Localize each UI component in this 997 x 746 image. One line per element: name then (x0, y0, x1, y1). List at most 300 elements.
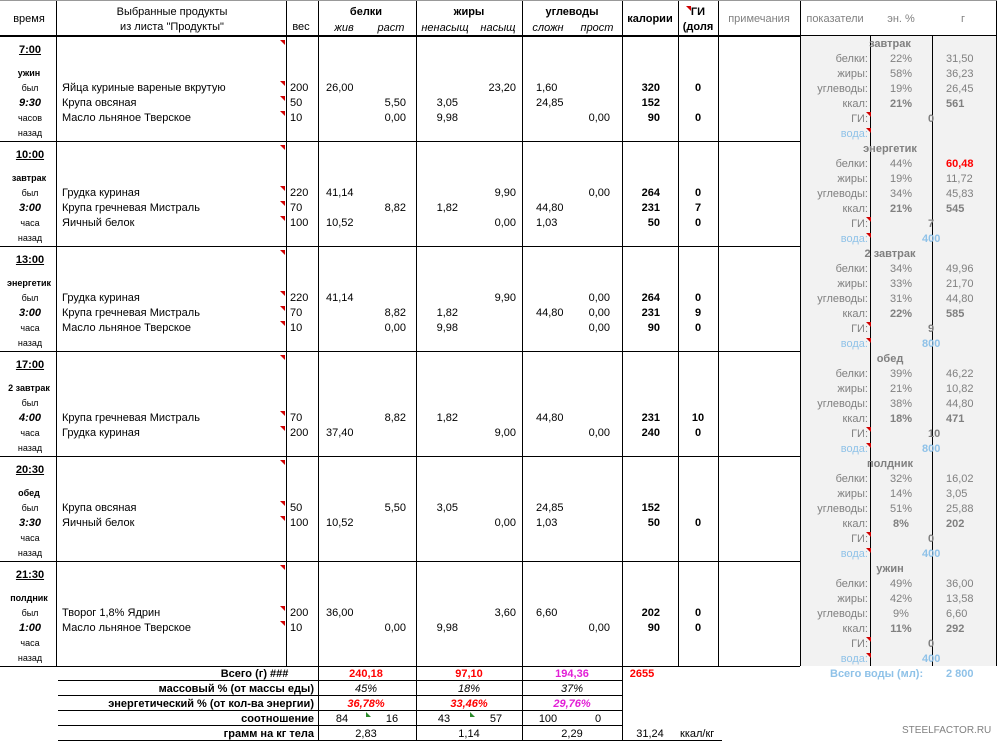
per-kg-protein: 2,83 (355, 728, 377, 740)
stat-grams: 25,88 (946, 503, 974, 515)
calories: 152 (641, 97, 660, 109)
stat-label: углеводы: (817, 503, 868, 515)
stats-title: 2 завтрак (864, 248, 916, 260)
protein-animal: 36,00 (326, 607, 354, 619)
meal-ago: назад (17, 653, 43, 663)
meal-time[interactable]: 20:30 (15, 464, 45, 476)
protein-plant: 0,00 (384, 322, 406, 334)
comment-marker (280, 411, 285, 416)
comment-marker (866, 112, 871, 117)
comment-marker (280, 96, 285, 101)
stat-pct: 42% (889, 593, 913, 605)
stat-pct: 34% (889, 263, 913, 275)
comment-marker (866, 322, 871, 327)
header-notes: примечания (728, 13, 790, 25)
meal-time[interactable]: 17:00 (15, 359, 45, 371)
carbs-complex: 44,80 (536, 202, 564, 214)
product-name[interactable]: Творог 1,8% Ядрин (62, 607, 161, 619)
calories: 231 (641, 307, 660, 319)
stat-water: 400 (922, 653, 941, 665)
gi-value: 7 (694, 202, 702, 214)
calories: 231 (641, 202, 660, 214)
stat-label: ГИ: (851, 428, 868, 440)
carbs-simple: 0,00 (588, 187, 610, 199)
stat-label: углеводы: (817, 608, 868, 620)
comment-marker (280, 291, 285, 296)
meal-ago: назад (17, 128, 43, 138)
stat-pct: 19% (889, 83, 913, 95)
stat-label: белки: (835, 368, 868, 380)
calories: 50 (647, 217, 660, 229)
meal-hours: часа (20, 638, 40, 648)
carbs-complex: 6,60 (536, 607, 558, 619)
product-name[interactable]: Масло льняное Тверское (62, 322, 192, 334)
carbs-simple: 0,00 (588, 427, 610, 439)
calories: 320 (641, 82, 660, 94)
stat-label: вода: (840, 653, 868, 665)
stat-label: ккал: (842, 413, 868, 425)
header-indicators: показатели (806, 13, 864, 25)
fat-sat: 9,00 (494, 427, 516, 439)
protein-plant: 8,82 (384, 412, 406, 424)
stat-label: белки: (835, 158, 868, 170)
stat-label: белки: (835, 578, 868, 590)
stat-label: ГИ: (851, 638, 868, 650)
carbs-complex: 1,60 (536, 82, 558, 94)
stat-label: жиры: (837, 488, 868, 500)
product-name[interactable]: Крупа овсяная (62, 97, 137, 109)
stat-label: жиры: (837, 593, 868, 605)
comment-marker (280, 606, 285, 611)
meal-hours: часов (17, 113, 43, 123)
comment-marker (280, 621, 285, 626)
stat-pct: 22% (889, 308, 913, 320)
stat-gi: 10 (928, 428, 941, 440)
per-kg-calories: 31,24 (636, 728, 664, 740)
protein-plant: 0,00 (384, 112, 406, 124)
carbs-complex: 1,03 (536, 217, 558, 229)
stat-grams: 36,23 (946, 68, 974, 80)
product-name[interactable]: Грудка куриная (62, 187, 140, 199)
fat-sat: 23,20 (488, 82, 516, 94)
calories: 90 (647, 622, 660, 634)
mass-pct-label: массовый % (от массы еды) (158, 683, 314, 695)
stat-pct: 32% (889, 473, 913, 485)
stat-gi: 0 (928, 113, 935, 125)
total-water-value: 2 800 (946, 668, 974, 680)
meal-ago: назад (17, 233, 43, 243)
meal-prev-label: ужин (17, 68, 41, 78)
comment-marker (866, 443, 871, 448)
comment-marker (280, 186, 285, 191)
watermark: STEELFACTOR.RU (902, 725, 992, 736)
gi-value: 0 (694, 517, 702, 529)
protein-plant: 8,82 (384, 202, 406, 214)
stat-grams: 60,48 (946, 158, 974, 170)
fat-sat: 0,00 (494, 517, 516, 529)
stat-label: белки: (835, 53, 868, 65)
ratio-protein-a: 84 (335, 713, 349, 725)
stat-label: вода: (840, 128, 868, 140)
column-divider (318, 0, 319, 666)
comment-marker (280, 250, 285, 255)
stat-label: вода: (840, 548, 868, 560)
total-weight: ### (270, 668, 289, 680)
meal-gap: 3:00 (18, 307, 42, 319)
comment-marker (280, 355, 285, 360)
stat-label: жиры: (837, 68, 868, 80)
calories: 90 (647, 112, 660, 124)
per-kg-carbs: 2,29 (561, 728, 583, 740)
carbs-complex: 44,80 (536, 307, 564, 319)
stat-label: ккал: (842, 98, 868, 110)
stat-pct: 8% (893, 518, 909, 530)
stat-label: белки: (835, 473, 868, 485)
header-protein-animal: жив (334, 22, 354, 34)
product-name[interactable]: Яичный белок (62, 517, 135, 529)
stat-pct: 31% (889, 293, 913, 305)
mass-pct-protein: 45% (354, 683, 378, 695)
stat-pct: 33% (889, 278, 913, 290)
meal-prev-label: 2 завтрак (8, 383, 50, 393)
fat-unsat: 1,82 (436, 307, 458, 319)
fat-unsat: 1,82 (436, 412, 458, 424)
stat-pct: 11% (890, 623, 912, 635)
meal-gap: 1:00 (18, 622, 42, 634)
block-divider (0, 141, 800, 142)
stat-grams: 585 (946, 308, 965, 320)
protein-animal: 41,14 (326, 292, 354, 304)
stat-pct: 21% (889, 383, 913, 395)
comment-marker (866, 653, 871, 658)
meal-hours: часа (20, 218, 40, 228)
protein-animal: 10,52 (326, 517, 354, 529)
ratio-fat-a: 43 (437, 713, 451, 725)
gi-value: 0 (694, 217, 702, 229)
note-marker (470, 712, 475, 717)
comment-marker (280, 81, 285, 86)
stat-pct: 18% (889, 413, 913, 425)
fat-unsat: 9,98 (436, 112, 458, 124)
stat-label: ГИ: (851, 218, 868, 230)
comment-marker (866, 128, 871, 133)
fat-unsat: 3,05 (436, 97, 458, 109)
protein-animal: 41,14 (326, 187, 354, 199)
stat-pct: 44% (889, 158, 913, 170)
stat-label: жиры: (837, 173, 868, 185)
protein-animal: 26,00 (326, 82, 354, 94)
header-products-1: Выбранные продукты (116, 6, 228, 18)
comment-marker (280, 426, 285, 431)
stat-water: 400 (922, 233, 941, 245)
stat-gi: 7 (928, 218, 935, 230)
energy-pct-fat: 33,46% (450, 698, 488, 710)
stat-gi: 0 (928, 638, 935, 650)
fat-unsat: 9,98 (436, 622, 458, 634)
stat-label: жиры: (837, 278, 868, 290)
stat-grams: 46,22 (946, 368, 974, 380)
product-weight[interactable]: 100 (290, 217, 309, 229)
comment-marker (866, 637, 871, 642)
comment-marker (686, 6, 691, 11)
stat-grams: 31,50 (946, 53, 974, 65)
gi-value: 0 (694, 112, 702, 124)
stat-label: углеводы: (817, 83, 868, 95)
calories: 264 (641, 187, 660, 199)
comment-marker (280, 306, 285, 311)
comment-marker (280, 40, 285, 45)
carbs-simple: 0,00 (588, 112, 610, 124)
stat-grams: 6,60 (946, 608, 968, 620)
header-weight: вес (292, 21, 310, 33)
product-weight[interactable]: 200 (290, 427, 309, 439)
product-name[interactable]: Грудка куриная (62, 292, 140, 304)
meal-prev-label: обед (18, 488, 40, 498)
per-kg-fat: 1,14 (458, 728, 480, 740)
calories: 264 (641, 292, 660, 304)
gi-value: 0 (694, 187, 702, 199)
carbs-simple: 0,00 (588, 292, 610, 304)
stat-pct: 51% (889, 503, 913, 515)
stats-title: завтрак (869, 38, 911, 50)
energy-pct-label: энергетический % (от кол-ва энергии) (108, 698, 314, 710)
meal-time[interactable]: 10:00 (15, 149, 45, 161)
protein-plant: 5,50 (384, 97, 406, 109)
stat-grams: 36,00 (946, 578, 974, 590)
stats-title: ужин (876, 563, 904, 575)
fat-sat: 3,60 (494, 607, 516, 619)
per-kg-unit: ккал/кг (680, 728, 715, 740)
stats-title: полдник (867, 458, 913, 470)
stat-pct: 19% (889, 173, 913, 185)
column-divider (678, 0, 679, 666)
fat-sat: 9,90 (494, 187, 516, 199)
block-divider (0, 561, 800, 562)
header-divider (0, 35, 997, 36)
meal-gap: 3:00 (18, 202, 42, 214)
comment-marker (280, 501, 285, 506)
column-header-strip (0, 0, 997, 1)
column-divider (286, 0, 287, 666)
stat-grams: 49,96 (946, 263, 974, 275)
comment-marker (280, 201, 285, 206)
product-weight[interactable]: 70 (290, 202, 303, 214)
fat-unsat: 9,98 (436, 322, 458, 334)
product-weight[interactable]: 220 (290, 292, 309, 304)
stat-water: 400 (922, 548, 941, 560)
header-time: время (13, 13, 45, 25)
stats-title: обед (876, 353, 904, 365)
meal-was: был (21, 293, 39, 303)
stat-grams: 292 (946, 623, 965, 635)
total-calories: 2655 (629, 668, 655, 680)
meal-prev-label: энергетик (7, 278, 51, 288)
gi-value: 0 (694, 622, 702, 634)
product-name[interactable]: Грудка куриная (62, 427, 140, 439)
product-weight[interactable]: 10 (290, 112, 303, 124)
meal-ago: назад (17, 338, 43, 348)
product-name[interactable]: Крупа гречневая Мистраль (62, 412, 200, 424)
ratio-protein-b: 16 (385, 713, 399, 725)
protein-animal: 37,40 (326, 427, 354, 439)
stat-label: жиры: (837, 383, 868, 395)
stat-grams: 44,80 (946, 398, 974, 410)
stat-label: белки: (835, 263, 868, 275)
product-name[interactable]: Яичный белок (62, 217, 135, 229)
header-protein-plant: раст (377, 22, 405, 34)
ratio-label: соотношение (241, 713, 314, 725)
stat-label: углеводы: (817, 188, 868, 200)
product-name[interactable]: Масло льняное Тверское (62, 112, 192, 124)
stat-pct: 58% (889, 68, 913, 80)
column-divider (522, 0, 523, 666)
per-kg-label: грамм на кг тела (223, 728, 314, 740)
product-name[interactable]: Яйца куриные вареные вкрутую (62, 82, 226, 94)
protein-plant: 0,00 (384, 622, 406, 634)
meal-ago: назад (17, 548, 43, 558)
stat-gi: 0 (928, 533, 935, 545)
block-divider (0, 246, 800, 247)
stat-label: ГИ: (851, 533, 868, 545)
stat-grams: 21,70 (946, 278, 974, 290)
product-weight[interactable]: 50 (290, 97, 303, 109)
stat-grams: 11,72 (946, 173, 973, 185)
stat-pct: 22% (889, 53, 913, 65)
stat-grams: 10,82 (946, 383, 974, 395)
meal-gap: 9:30 (18, 97, 42, 109)
meal-ago: назад (17, 443, 43, 453)
meal-gap: 3:30 (18, 517, 42, 529)
gi-value: 0 (694, 292, 702, 304)
total-protein: 240,18 (349, 668, 383, 680)
mass-pct-fat: 18% (457, 683, 481, 695)
ratio-fat-b: 57 (489, 713, 503, 725)
fat-unsat: 3,05 (436, 502, 458, 514)
stat-grams: 16,02 (946, 473, 974, 485)
product-weight[interactable]: 10 (290, 322, 303, 334)
product-name[interactable]: Крупа гречневая Мистраль (62, 307, 200, 319)
header-calories: калории (627, 13, 673, 25)
note-marker (366, 712, 371, 717)
product-name[interactable]: Крупа гречневая Мистраль (62, 202, 200, 214)
calories: 50 (647, 517, 660, 529)
header-fat: жиры (453, 6, 485, 18)
comment-marker (866, 427, 871, 432)
comment-marker (280, 516, 285, 521)
carbs-complex: 1,03 (536, 517, 558, 529)
protein-plant: 8,82 (384, 307, 406, 319)
header-energy-pct: эн. % (887, 13, 915, 25)
column-divider (416, 666, 417, 741)
comment-marker (866, 548, 871, 553)
fat-sat: 9,90 (494, 292, 516, 304)
meal-was: был (21, 188, 39, 198)
product-weight[interactable]: 70 (290, 412, 303, 424)
meal-was: был (21, 608, 39, 618)
gi-value: 0 (694, 427, 702, 439)
product-weight[interactable]: 200 (290, 607, 309, 619)
column-divider (416, 0, 417, 666)
product-weight[interactable]: 220 (290, 187, 309, 199)
header-carbs: углеводы (545, 6, 599, 18)
header-carbs-complex: сложн (532, 22, 564, 34)
stat-pct: 21% (889, 203, 913, 215)
meal-prev-label: полдник (10, 593, 48, 603)
meal-time[interactable]: 21:30 (15, 569, 45, 581)
meal-time[interactable]: 13:00 (15, 254, 45, 266)
stat-label: ккал: (842, 308, 868, 320)
total-water-label: Всего воды (мл): (830, 668, 924, 680)
calories: 202 (641, 607, 660, 619)
total-carbs: 194,36 (555, 668, 589, 680)
product-name[interactable]: Масло льняное Тверское (62, 622, 192, 634)
header-gi: ГИ (690, 6, 706, 18)
carbs-complex: 24,85 (536, 502, 564, 514)
product-weight[interactable]: 70 (290, 307, 303, 319)
comment-marker (866, 532, 871, 537)
gi-value: 9 (694, 307, 702, 319)
product-weight[interactable]: 100 (290, 517, 309, 529)
header-fat-sat: насыщ (480, 22, 516, 34)
stat-label: ГИ: (851, 113, 868, 125)
meal-was: был (21, 398, 39, 408)
comment-marker (280, 460, 285, 465)
meal-gap: 4:00 (18, 412, 42, 424)
comment-marker (280, 321, 285, 326)
calories: 152 (641, 502, 660, 514)
stat-pct: 39% (889, 368, 913, 380)
product-weight[interactable]: 50 (290, 502, 303, 514)
stat-grams: 471 (946, 413, 965, 425)
stat-pct: 9% (893, 608, 909, 620)
header-grams: г (960, 13, 965, 25)
product-weight[interactable]: 200 (290, 82, 309, 94)
meal-hours: часа (20, 533, 40, 543)
column-divider (718, 0, 719, 666)
comment-marker (280, 565, 285, 570)
product-name[interactable]: Крупа овсяная (62, 502, 137, 514)
fat-sat: 0,00 (494, 217, 516, 229)
gi-value: 10 (691, 412, 705, 424)
stat-water: 800 (922, 338, 941, 350)
stat-label: ГИ: (851, 323, 868, 335)
calories: 231 (641, 412, 660, 424)
product-weight[interactable]: 10 (290, 622, 303, 634)
protein-plant: 5,50 (384, 502, 406, 514)
stat-grams: 3,05 (946, 488, 968, 500)
total-fat: 97,10 (455, 668, 483, 680)
ratio-carbs-a: 100 (538, 713, 558, 725)
comment-marker (280, 111, 285, 116)
stat-grams: 561 (946, 98, 965, 110)
carbs-simple: 0,00 (588, 322, 610, 334)
gi-value: 0 (694, 82, 702, 94)
carbs-simple: 0,00 (588, 622, 610, 634)
header-carbs-simple: прост (580, 22, 614, 34)
stat-grams: 44,80 (946, 293, 974, 305)
mass-pct-carbs: 37% (560, 683, 584, 695)
stat-label: ккал: (842, 623, 868, 635)
comment-marker (280, 145, 285, 150)
stats-title: энергетик (863, 143, 917, 155)
meal-hours: часа (20, 323, 40, 333)
meal-time[interactable]: 7:00 (18, 44, 42, 56)
stat-label: вода: (840, 338, 868, 350)
protein-animal: 10,52 (326, 217, 354, 229)
carbs-complex: 44,80 (536, 412, 564, 424)
meal-was: был (21, 503, 39, 513)
ratio-carbs-b: 0 (594, 713, 602, 725)
